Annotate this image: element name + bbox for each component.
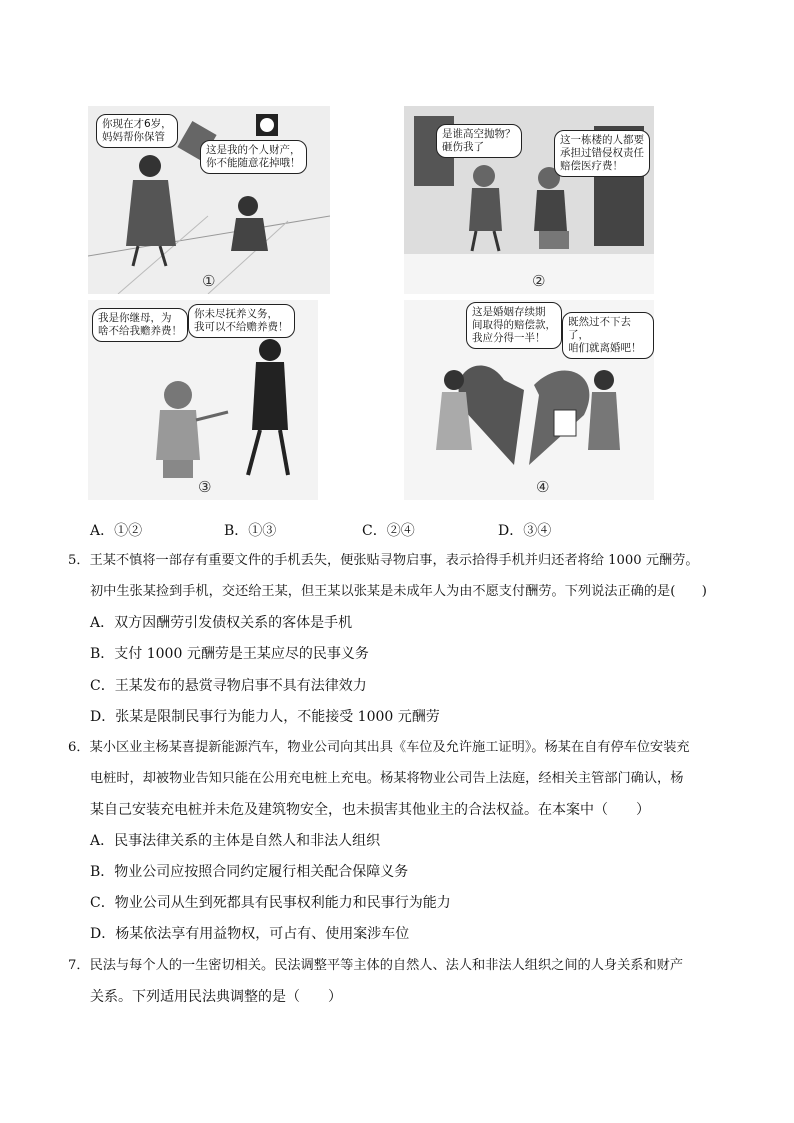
q5-option-d: D．张某是限制民事行为能力人，不能接受 1000 元酬劳 <box>90 709 440 725</box>
q6-option-a: A．民事法律关系的主体是自然人和非法人组织 <box>90 833 381 849</box>
q6-option-d: D．杨某依法享有用益物权，可占有、使用案涉车位 <box>90 926 410 942</box>
speech-bubble: 你未尽抚养义务， 我可以不给赡养费！ <box>188 304 295 338</box>
q7-stem-line: 7．民法与每个人的一生密切相关。民法调整平等主体的自然人、法人和非法人组织之间的人身关系和财产 <box>68 958 684 973</box>
panel-number: ③ <box>198 478 212 496</box>
cartoon-panel-2 <box>404 106 654 294</box>
speech-bubble: 你现在才6岁， 妈妈帮你保管 <box>96 114 178 148</box>
q4-option-d: D．③④ <box>498 523 552 539</box>
speech-bubble: 既然过不下去了， 咱们就离婚吧！ <box>562 312 654 359</box>
q4-option-b: B．①③ <box>224 523 277 539</box>
q6-stem-line: 电桩时，却被物业告知只能在公用充电桩上充电。杨某将物业公司告上法庭，经相关主管部门确认，杨 <box>90 771 684 786</box>
q5-option-b: B．支付 1000 元酬劳是王某应尽的民事义务 <box>90 646 369 662</box>
panel-number: ④ <box>536 478 550 496</box>
cartoon-panel-4 <box>404 300 654 500</box>
q5-option-c: C．王某发布的悬赏寻物启事不具有法律效力 <box>90 678 367 694</box>
speech-bubble: 这一栋楼的人都要 承担过错侵权责任 赔偿医疗费！ <box>554 130 650 177</box>
q5-stem-line: 5．王某不慎将一部存有重要文件的手机丢失，便张贴寻物启事，表示拾得手机并归还者将给 1000 元酬劳。 <box>68 553 699 568</box>
speech-bubble: 这是婚姻存续期 间取得的赔偿款， 我应分得一半！ <box>466 302 562 349</box>
cartoon-panel-3 <box>88 300 318 500</box>
q6-option-c: C．物业公司从生到死都具有民事权利能力和民事行为能力 <box>90 895 451 911</box>
q4-option-a: A．①② <box>90 523 143 539</box>
cartoon-panel-1 <box>88 106 330 294</box>
panel-number: ② <box>532 272 546 290</box>
q5-stem-line: 初中生张某捡到手机，交还给王某，但王某以张某是未成年人为由不愿支付酬劳。下列说法正确的是( ) <box>90 584 707 599</box>
q6-option-b: B．物业公司应按照合同约定履行相关配合保障义务 <box>90 864 409 880</box>
speech-bubble: 这是我的个人财产， 你不能随意花掉哦！ <box>200 140 307 174</box>
q7-stem-line: 关系。下列适用民法典调整的是（ ） <box>90 989 342 1005</box>
speech-bubble: 是谁高空抛物？ 砸伤我了 <box>436 124 522 158</box>
q6-stem-line: 某自己安装充电桩并未危及建筑物安全，也未损害其他业主的合法权益。在本案中（ ） <box>90 802 650 818</box>
q6-stem-line: 6．某小区业主杨某喜提新能源汽车，物业公司向其出具《车位及允许施工证明》。杨某在自有停车位安装充 <box>68 740 690 755</box>
panel-number: ① <box>202 272 216 290</box>
speech-bubble: 我是你继母，为 啥不给我赡养费！ <box>92 308 188 342</box>
q4-option-c: C．②④ <box>362 523 415 539</box>
q5-option-a: A．双方因酬劳引发债权关系的客体是手机 <box>90 615 353 631</box>
